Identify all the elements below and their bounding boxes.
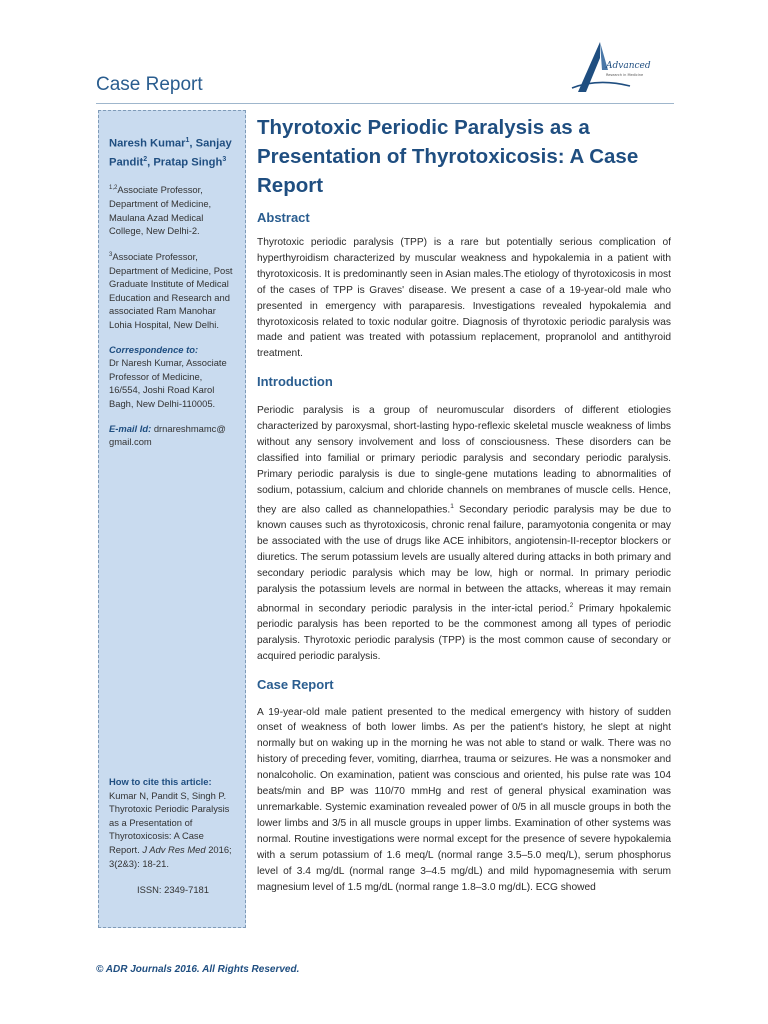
author-list: Naresh Kumar$^1$, Sanjay Pandit$^2$, Pratap Singh$^3$	[109, 137, 232, 169]
author-2: Sanjay Pandit	[109, 137, 232, 169]
affiliation-1: $^{1,2}$Associate Professor, Department of Medicine, Maulana Azad Medical College, New Delhi-2.	[109, 184, 212, 237]
email-block	[109, 422, 235, 449]
affiliation-2: $^3$Associate Professor, Department of Medicine, Post Graduate Institute of Medical Education and Research and associated Ram Manohar Lohia Hospital, New Delhi.	[109, 251, 233, 331]
logo-text: Advanced	[606, 61, 651, 71]
section-label: Case Report	[96, 74, 203, 95]
header-divider	[96, 103, 674, 104]
introduction-text: Periodic paralysis is a group of neuromuscular disorders of different etiologies characterized by paroxysmal, short-lasting hypo-reflexic skeletal muscle weakness of limbs without any sensory involvement and loss of consciousness. These disorders can be classified into familial or primary periodic paralysis and secondary periodic paralysis. Primary periodic paralysis is due to single-gene mutations leading to abnormalities of sodium, potassium, calcium and chloride channels on membranes of muscle cells. Hence, they are also called as channelopathies.$^1$ Secondary periodic paralysis may be due to known causes such as thyrotoxicosis, chronic renal failure, paramyotonia congenita or may be associated with the use of drugs like ACE inhibitors, angiotensin-II-receptor blockers or diuretics. The serum potassium levels are usually altered during attacks in both primary and secondary periodic paralysis which may be low, high or normal. In primary periodic paralysis the potassium levels are normal in between the attacks, whereas it may remain abnormal in secondary periodic paralysis in the inter-ictal period.$^2$ Primary hpokalemic periodic paralysis has been reported to be the commonest among all types of periodic paralysis. Thyrotoxic periodic paralysis (TPP) is the most common cause of secondary or acquired periodic paralysis.	[257, 405, 672, 662]
ref-1: 1	[450, 502, 454, 510]
abstract-heading: Abstract	[257, 210, 310, 225]
author-3: Pratap Singh	[153, 156, 223, 169]
ref-2: 2	[569, 601, 574, 609]
sidebar	[98, 110, 246, 928]
copyright-footer: © ADR Journals 2016. All Rights Reserved.	[96, 964, 300, 975]
journal-logo	[568, 40, 678, 100]
case-report-heading: Case Report	[257, 676, 334, 692]
citation-block	[109, 775, 237, 895]
abstract-text: Thyrotoxic periodic paralysis (TPP) is a rare but potentially serious complication of hyperthyroidism characterized by muscular weakness and hypokalemia in a patient with thyrotoxicosis. It is predominantly seen in Asian males.The etiology of thyrotoxicosis in most of the cases of TPP is Graves' disease. We present a case of a 19-year-old male who presented in emergency with paraparesis. Investigations revealed hypokalemia and thyrotoxicosis related to toxic nodular goitre. Diagnosis of thyrotoxic periodic paralysis was made and patient was treated with potassium replacement, propranolol and antithyroid treatment.	[257, 237, 671, 360]
citation-heading: How to cite this article:	[109, 776, 212, 787]
journal-name: J Adv Res Med	[142, 843, 206, 855]
issn: ISSN: 2349-7181	[137, 884, 209, 896]
citation-text: Kumar N, Pandit S, Singh P. Thyrotoxic Periodic Paralysis as a Presentation of Thyrotoxicosis: A Case Report. J Adv Res Med 2016; 3(2&3): 18-21.	[109, 789, 232, 869]
case-report-text: A 19-year-old male patient presented to the medical emergency with history of sudden onset of weakness of both lower limbs. As per the patient's history, he slept at night normally but on waking up in the morning he was not able to stand or walk. There was no history of preceding fever, vomiting, diarrhea, trauma or seizures. He was a nonsmoker and nonalcoholic. On examination, patient was conscious and oriented, his pulse rate was 104 beats/min and BP was 110/70 mmHg and rest of general physical examination was unremarkable. Systemic examination revealed power of 0/5 in all muscle groups in both the lower limbs and 3/5 in all muscle groups in upper limbs. Examination of other systems was normal. Routine investigations were normal except for the presence of severe hypokalemia with a serum potassium of 1.6 meq/L (normal range 3.5–5.0 meq/L), serum phosphorus level of 3.4 mg/dL (normal range 3–4.5 mg/dL) and mild hypomagnesemia with serum magnesium level of 1.5 mg/dL (normal range 1.8–3.0 mg/dL). ECG showed	[257, 706, 671, 893]
introduction-heading: Introduction	[257, 374, 333, 390]
email-address[interactable]: drnareshmamc@ gmail.com	[109, 422, 226, 448]
correspondence-address: Dr Naresh Kumar, Associate Professor of Medicine, 16/554, Joshi Road Karol Bagh, New Delhi-110005.	[109, 357, 227, 410]
article-body	[257, 113, 671, 895]
article-title: Thyrotoxic Periodic Paralysis as a Presentation of Thyrotoxicosis: A Case Report	[257, 116, 639, 197]
author-1: Naresh Kumar	[109, 137, 186, 150]
correspondence-heading: Correspondence to:	[109, 343, 199, 355]
email-label: E-mail Id:	[109, 422, 152, 434]
logo-subtext: Research in Medicine	[606, 73, 644, 77]
